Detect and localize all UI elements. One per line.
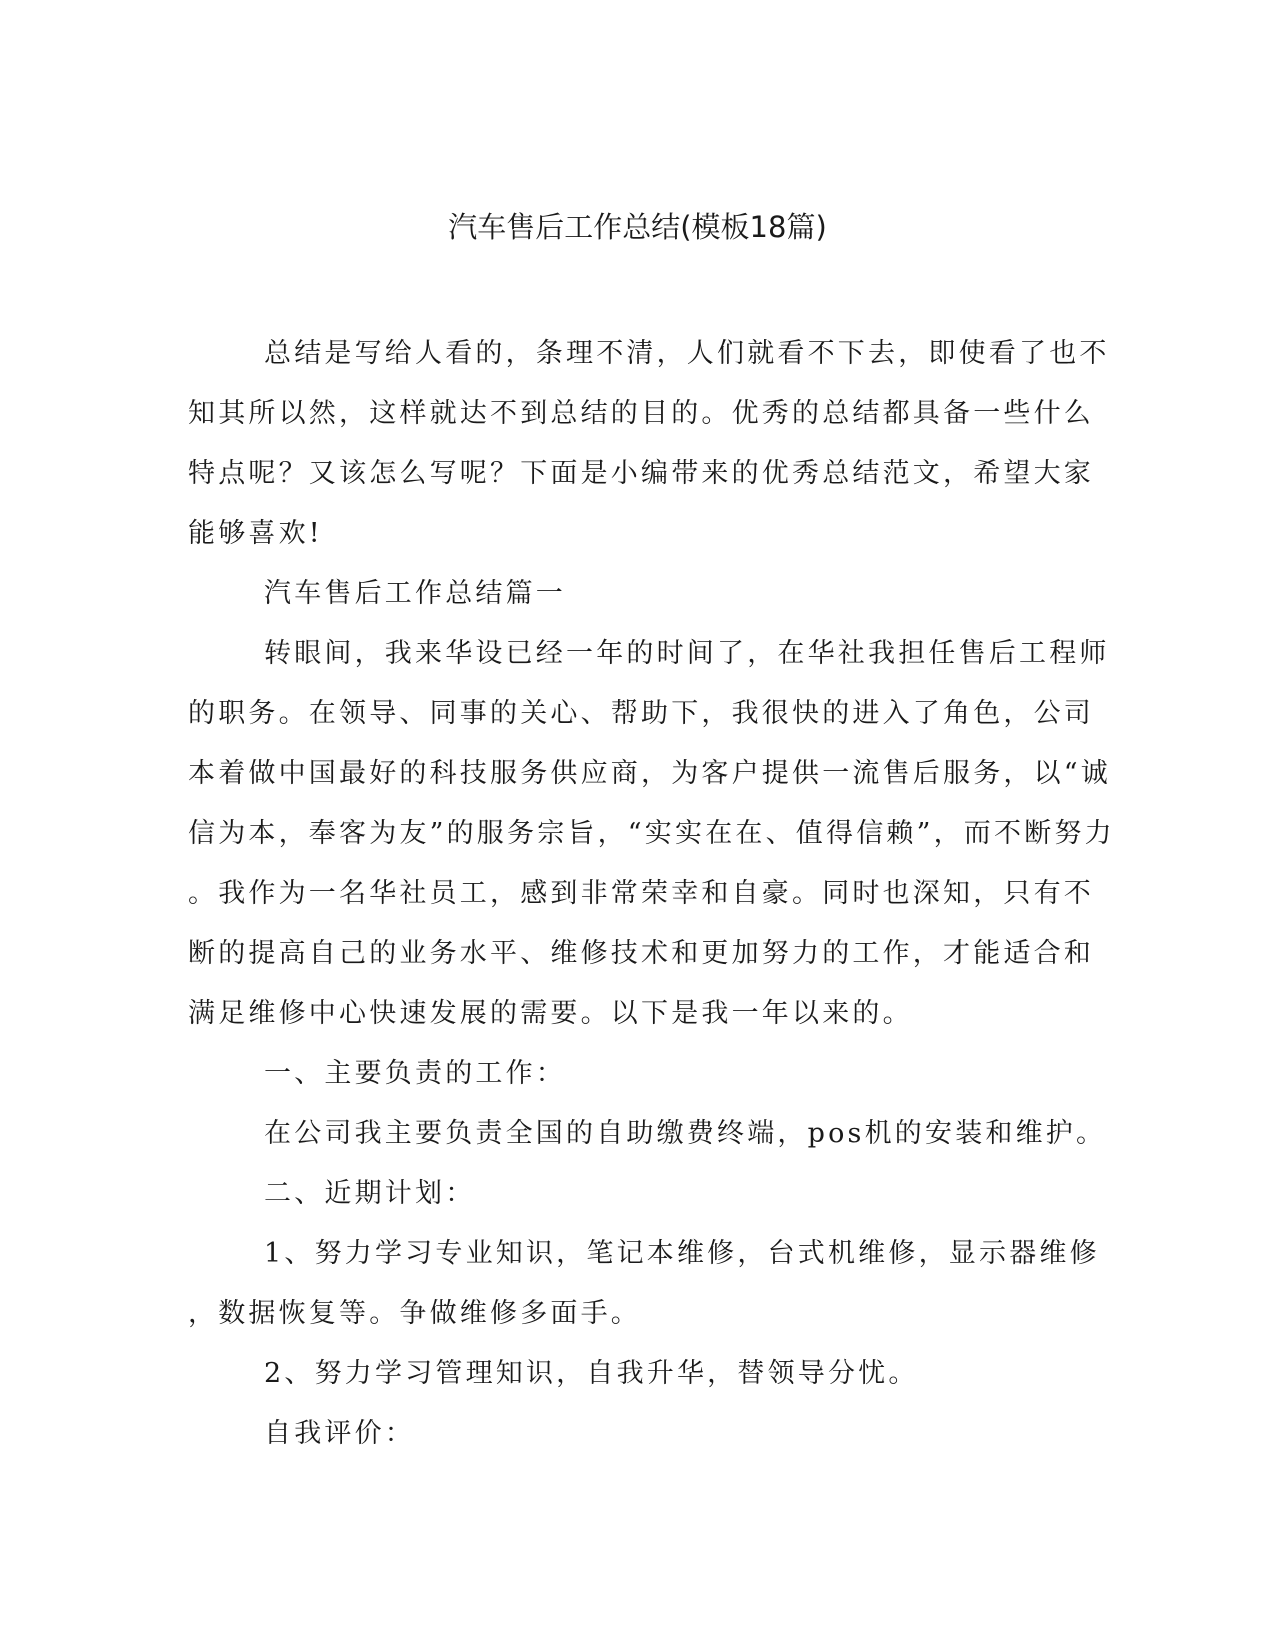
paragraph-line: 知其所以然，这样就达不到总结的目的。优秀的总结都具备一些什么 [188, 398, 1094, 429]
paragraph-line: 断的提高自己的业务水平、维修技术和更加努力的工作，才能适合和 [188, 938, 1094, 969]
document-body [188, 324, 1115, 1464]
paragraph-line: ，数据恢复等。争做维修多面手。 [188, 1298, 641, 1329]
section-heading: 自我评价： [264, 1418, 415, 1449]
paragraph-line: 满足维修中心快速发展的需要。以下是我一年以来的。 [188, 998, 913, 1029]
paragraph-line: 特点呢？又该怎么写呢？下面是小编带来的优秀总结范文，希望大家 [188, 458, 1094, 489]
section-heading: 二、近期计划： [264, 1178, 476, 1209]
paragraph-line: 信为本，奉客为友”的服务宗旨，“实实在在、值得信赖”，而不断努力 [188, 818, 1115, 849]
paragraph-line: 的职务。在领导、同事的关心、帮助下，我很快的进入了角色，公司 [188, 698, 1094, 729]
paragraph-line: 转眼间，我来华设已经一年的时间了，在华社我担任售后工程师 [264, 638, 1110, 669]
paragraph-line: 。我作为一名华社员工，感到非常荣幸和自豪。同时也深知，只有不 [188, 878, 1094, 909]
paragraph-line: 能够喜欢! [188, 518, 323, 549]
section-heading: 一、主要负责的工作： [264, 1058, 566, 1089]
list-item: 2、努力学习管理知识，自我升华，替领导分忧。 [264, 1358, 919, 1389]
paragraph-line: 本着做中国最好的科技服务供应商，为客户提供一流售后服务，以“诚 [188, 758, 1112, 789]
document-title: 汽车售后工作总结(模板18篇) [448, 210, 827, 244]
paragraph-line: 在公司我主要负责全国的自助缴费终端，pos机的安装和维护。 [264, 1118, 1107, 1149]
section-heading: 汽车售后工作总结篇一 [264, 578, 566, 609]
list-item: 1、努力学习专业知识，笔记本维修，台式机维修，显示器维修 [264, 1238, 1100, 1269]
paragraph-line: 总结是写给人看的，条理不清，人们就看不下去，即使看了也不 [264, 338, 1110, 369]
